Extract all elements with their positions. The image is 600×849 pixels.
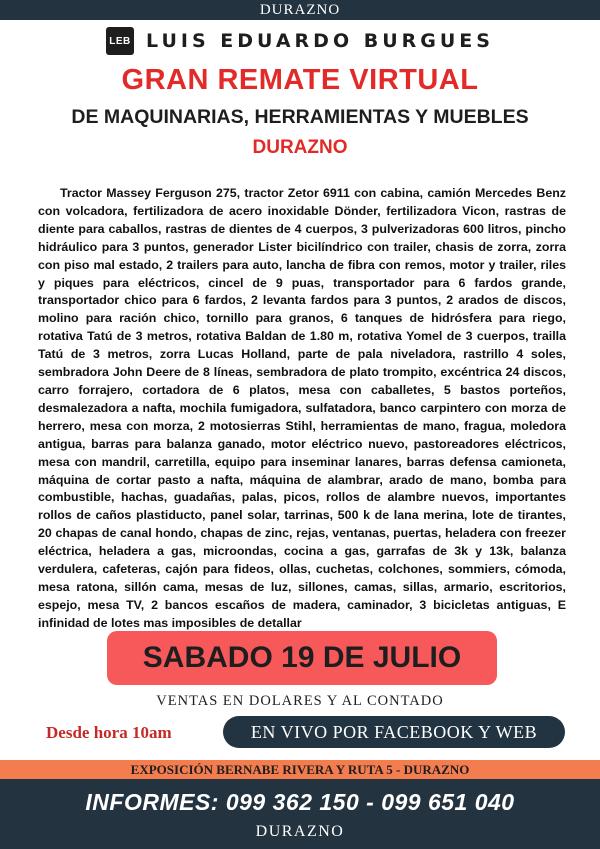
contact-phones: INFORMES: 099 362 150 - 099 651 040 xyxy=(85,789,515,815)
auction-headline: GRAN REMATE VIRTUAL xyxy=(121,64,479,96)
exposition-text: EXPOSICIÓN BERNABE RIVERA Y RUTA 5 - DURAZNO xyxy=(130,762,470,777)
top-location-bar xyxy=(0,0,600,20)
lot-description: Tractor Massey Ferguson 275, tractor Zetor 6911 con cabina, camión Mercedes Benz con volcadora, fertilizadora de acero inoxidable Dönder, fertilizadora Vicon, rastras de diente para caballos, rastras de dientes de 4 cuerpos, 3 pulverizadoras 600 litros, pincho hidráulico para 3 puntos, generador Lister bicilíndrico con trailer, chasis de zorra, zorra con piso mal estado, 2 trailers para auto, lancha de fibra con remos, motor y trailer, riles y piques para eléctricos, cincel de 9 puas, transportador para 6 fardos grande, transportador chico para 6 fardos, 2 levanta fardos para 3 puntos, 2 arados de discos, molino para ración chico, tornillo para granos, 6 tanques de hidrósfera para riego, rotativa Tatú de 3 metros, rotativa Baldan de 1.80 m, rotativa Yomel de 3 cuerpos, trailla Tatú de 3 metros, zorra Lucas Holland, parte de pala niveladora, rastrillo 4 soles, sembradora John Deere de 8 líneas, sembradora de plato trompito, excéntrica 24 discos, carro forrajero, cortadora de 6 platos, mesa con caballetes, 5 bastos porteños, desmalezadora a nafta, mochila fumigadora, sulfatadora, banco carpintero con morza de herrero, mesa con morza, 2 motosierras Stihl, herramientas de mano, fragua, moledora antigua, barras para balanza ganado, motor eléctrico nuevo, pastoreadores eléctricos, mesa con mandril, carretilla, equipo para inseminar lanares, barras defensa camioneta, máquina de cortar pasto a nafta, máquina de alambrar, arado de mano, bomba para combustible, hachas, guadañas, palas, picos, rollos de alambre nuevos, importantes rollos de caños plastiducto, panel solar, tarrinas, 500 k de lana merina, lote de tirantes, 20 chapas de canal hondo, chapas de zinc, rejas, ventanas, puertas, heladera con freezer eléctrica, heladera a gas, microondas, cocina a gas, garrafas de 3k y 13k, balanza verdulera, cafeteras, cajón para fideos, ollas, cuchetas, colchones, sommiers, cómoda, mesa ratona, sillón cama, mesas de luz, sillones, camas, sillas, armario, escritorios, espejo, mesa TV, 2 bancos escaños de madera, caminador, 3 bicicletas antiguas, E infinidad de lotes mas imposibles de detallar xyxy=(38,186,566,630)
auction-location: DURAZNO xyxy=(252,137,348,158)
live-stream-badge xyxy=(223,716,565,748)
brand-header xyxy=(0,26,600,56)
payment-terms: VENTAS EN DOLARES Y AL CONTADO xyxy=(156,693,444,709)
start-time: Desde hora 10am xyxy=(46,723,172,742)
top-location-text: DURAZNO xyxy=(259,2,341,18)
auction-date-banner xyxy=(107,631,497,685)
exposition-bar xyxy=(0,760,600,779)
footer xyxy=(0,779,600,849)
brand-logo: LEB xyxy=(106,27,134,55)
auction-date: SABADO 19 DE JULIO xyxy=(142,641,462,674)
live-stream-text: EN VIVO POR FACEBOOK Y WEB xyxy=(250,721,538,742)
brand-name: LUIS EDUARDO BURGUES xyxy=(146,30,494,52)
footer-city: DURAZNO xyxy=(255,823,345,840)
auction-subheadline: DE MAQUINARIAS, HERRAMIENTAS Y MUEBLES xyxy=(71,106,529,128)
